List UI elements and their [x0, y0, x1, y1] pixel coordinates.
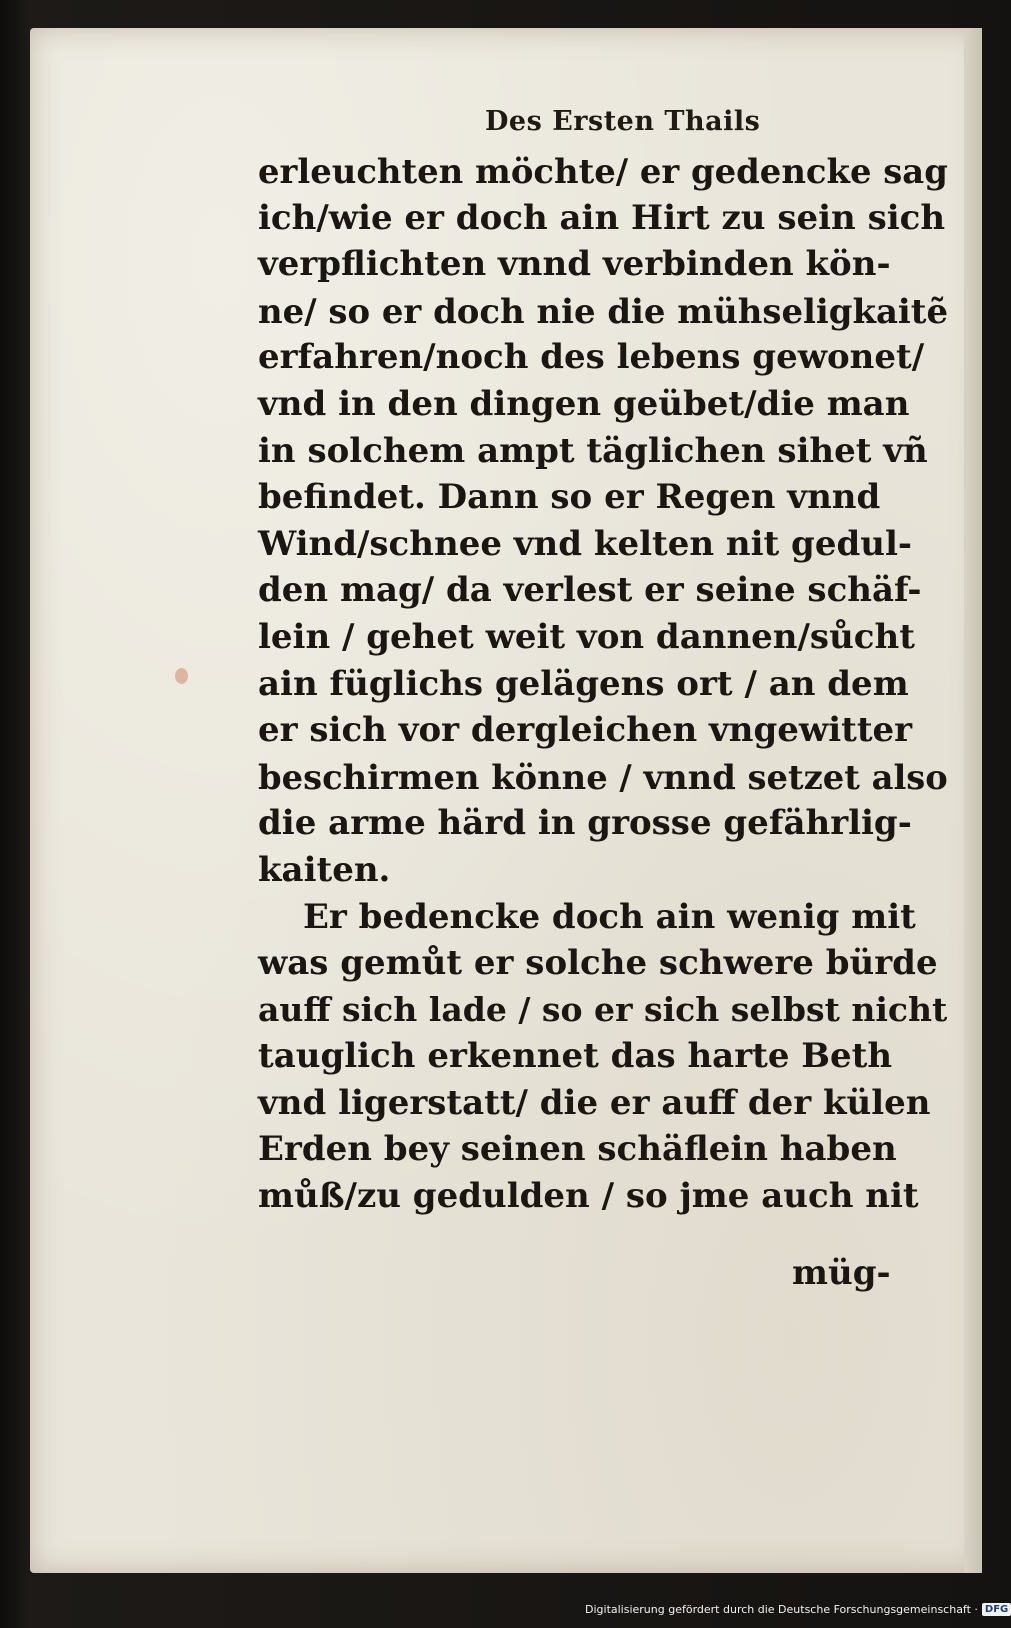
text-line: ich/wie er doch ain Hirt zu sein sich	[258, 197, 946, 238]
text-line: erfahren/noch des lebens gewonet/	[258, 337, 925, 378]
text-line: er sich vor dergleichen vngewitter	[258, 710, 913, 751]
text-line: ne/ so er doch nie die mühseligkaitẽ	[258, 290, 949, 331]
text-line: lein / gehet weit von dannen/sůcht	[258, 616, 915, 657]
digitization-footer	[585, 1603, 1011, 1616]
text-line: was gemůt er solche schwere bürde	[258, 943, 938, 984]
text-line: verpflichten vnnd verbinden kön-	[258, 244, 891, 285]
text-line: Wind/schnee vnd kelten nit gedul-	[258, 523, 912, 564]
text-line: den mag/ da verlest er seine schäf-	[258, 570, 922, 611]
running-head: Des Ersten Thails	[485, 106, 761, 137]
text-line: ain füglichs gelägens ort / an dem	[258, 663, 909, 704]
body-text	[258, 148, 948, 1220]
text-line: in solchem ampt täglichen sihet vñ	[258, 430, 928, 471]
paragraph-start-line: Er bedencke doch ain wenig mit	[303, 896, 916, 937]
text-line: tauglich erkennet das harte Beth	[258, 1036, 893, 1077]
text-line: můß/zu gedulden / so jme auch nit	[258, 1176, 919, 1217]
text-line: auff sich lade / so er sich selbst nicht	[258, 989, 948, 1029]
catchword: müg-	[792, 1253, 891, 1293]
text-line: die arme härd in grosse gefährlig-	[258, 803, 912, 844]
text-line: kaiten.	[258, 849, 391, 890]
page-edge	[964, 28, 982, 1573]
footer-credit: Digitalisierung gefördert durch die Deutsche Forschungsgemeinschaft ·	[585, 1603, 978, 1616]
text-line: befindet. Dann so er Regen vnnd	[258, 477, 881, 518]
text-line: beschirmen könne / vnnd setzet also	[258, 756, 948, 797]
paper-stain	[175, 668, 188, 684]
text-line: erleuchten möchte/ er gedencke sag	[258, 151, 948, 191]
book-page	[30, 28, 982, 1573]
dfg-logo-icon: DFG	[982, 1603, 1011, 1616]
text-line: vnd ligerstatt/ die er auff der külen	[258, 1082, 931, 1123]
text-line: Erden bey seinen schäflein haben	[258, 1129, 897, 1170]
text-line: vnd in den dingen geübet/die man	[258, 383, 910, 424]
